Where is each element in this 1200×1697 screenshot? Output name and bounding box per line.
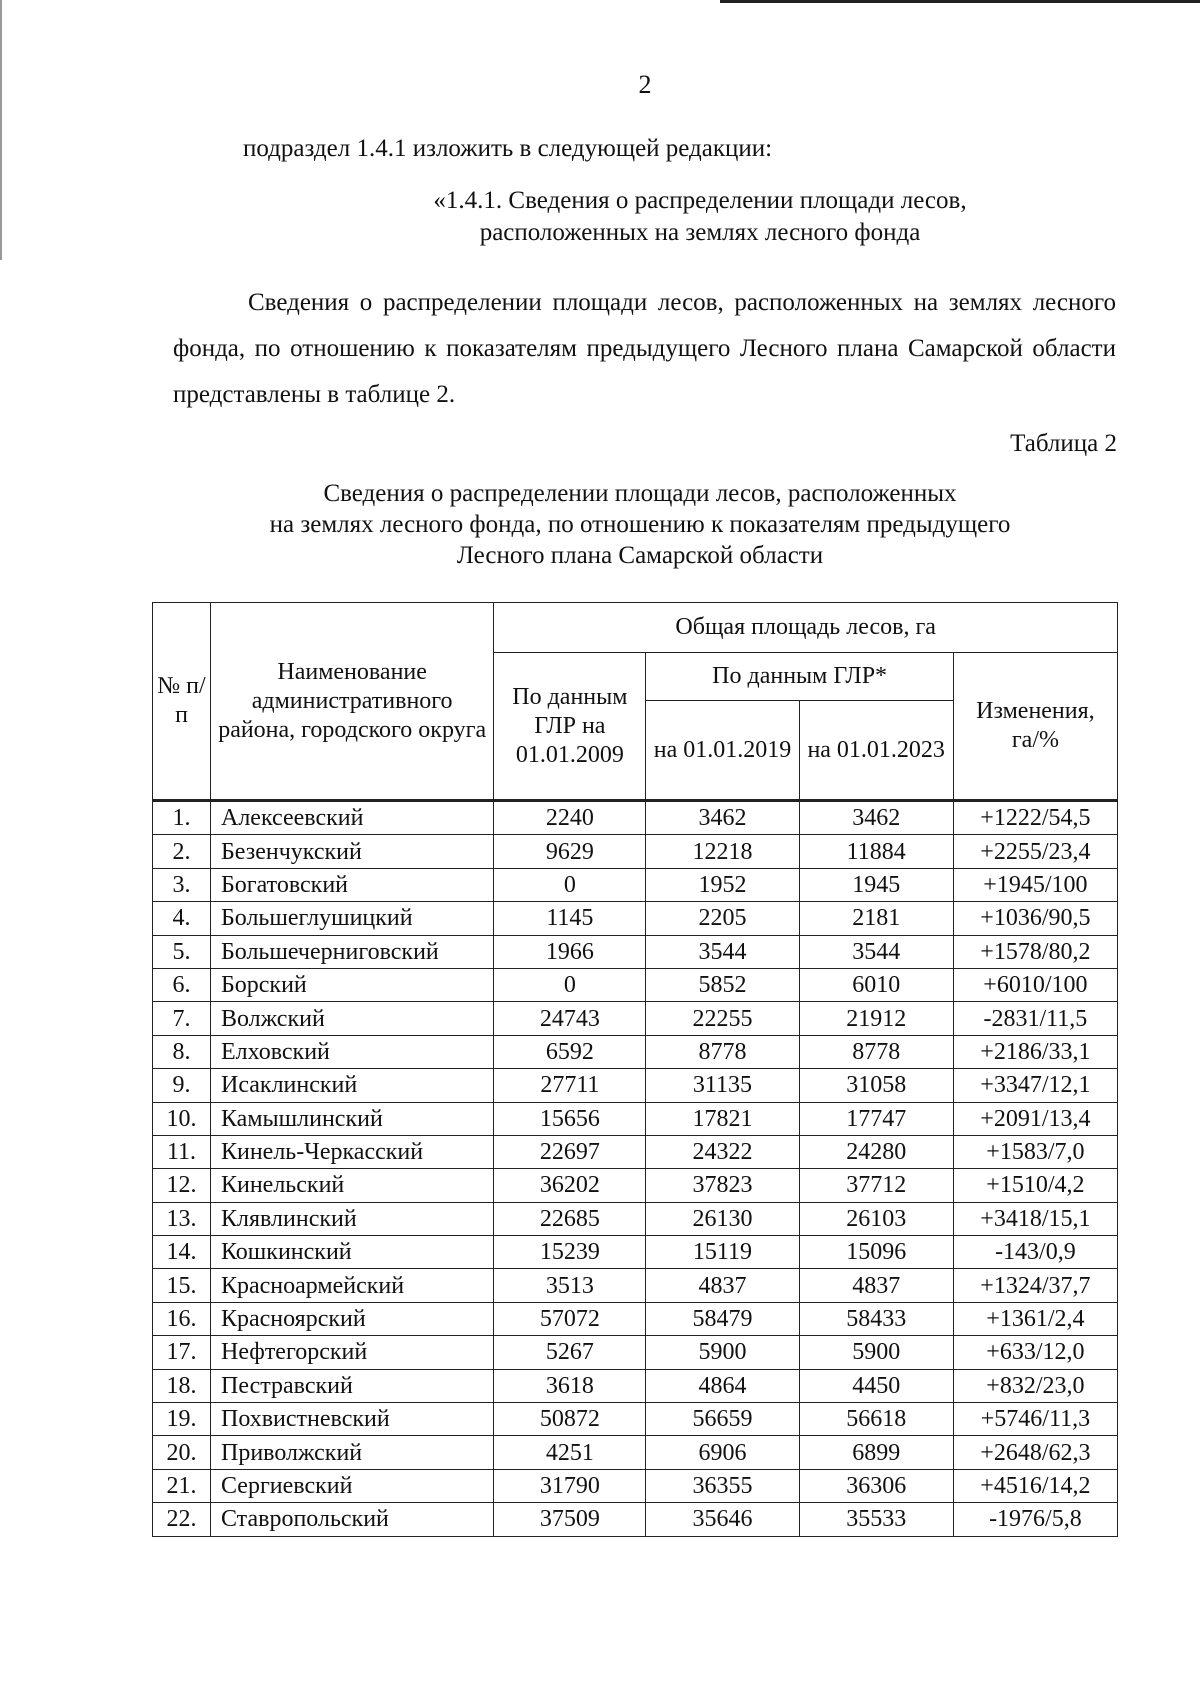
cell-change: +1945/100 — [953, 868, 1117, 901]
table-row — [153, 935, 1118, 968]
cell-area-2019: 5852 — [646, 968, 799, 1001]
cell-area-2019: 5900 — [646, 1336, 799, 1369]
cell-num: 5. — [153, 935, 211, 968]
table-row — [153, 1302, 1118, 1335]
intro-line: подраздел 1.4.1 изложить в следующей редакции: — [243, 135, 773, 162]
table-row — [153, 1403, 1118, 1436]
table-row — [153, 1035, 1118, 1068]
cell-change: -1976/5,8 — [953, 1503, 1117, 1536]
cell-area-2019: 24322 — [646, 1135, 799, 1168]
cell-area-2019: 1952 — [646, 868, 799, 901]
cell-area-2023: 6010 — [799, 968, 953, 1001]
cell-num: 17. — [153, 1336, 211, 1369]
cell-change: +832/23,0 — [953, 1369, 1117, 1402]
cell-change: +1036/90,5 — [953, 902, 1117, 935]
cell-change: +2091/13,4 — [953, 1102, 1117, 1135]
table-header — [153, 603, 1118, 801]
cell-num: 9. — [153, 1069, 211, 1102]
cell-area-2009: 50872 — [494, 1403, 646, 1436]
cell-area-2023: 8778 — [799, 1035, 953, 1068]
cell-area-2023: 5900 — [799, 1336, 953, 1369]
cell-num: 21. — [153, 1469, 211, 1502]
cell-district-name: Нефтегорский — [210, 1336, 493, 1369]
cell-area-2009: 22685 — [494, 1202, 646, 1235]
cell-area-2023: 37712 — [799, 1169, 953, 1202]
table-row — [153, 1236, 1118, 1269]
cell-num: 18. — [153, 1369, 211, 1402]
cell-change: +1361/2,4 — [953, 1302, 1117, 1335]
table-row — [153, 835, 1118, 868]
cell-num: 12. — [153, 1169, 211, 1202]
header-glr-2009: По данным ГЛР на 01.01.2009 — [494, 653, 646, 801]
cell-change: -143/0,9 — [953, 1236, 1117, 1269]
cell-area-2009: 0 — [494, 968, 646, 1001]
cell-area-2009: 5267 — [494, 1336, 646, 1369]
cell-area-2019: 36355 — [646, 1469, 799, 1502]
header-district-name: Наименование административного района, городского округа — [210, 603, 493, 801]
cell-change: +6010/100 — [953, 968, 1117, 1001]
cell-area-2009: 27711 — [494, 1069, 646, 1102]
cell-area-2009: 3618 — [494, 1369, 646, 1402]
table-caption — [150, 478, 1130, 571]
table-body — [153, 801, 1118, 1537]
cell-num: 19. — [153, 1403, 211, 1436]
table-row — [153, 1503, 1118, 1536]
cell-area-2023: 36306 — [799, 1469, 953, 1502]
cell-area-2023: 3462 — [799, 801, 953, 835]
cell-area-2009: 1145 — [494, 902, 646, 935]
table-row — [153, 1469, 1118, 1502]
cell-district-name: Волжский — [210, 1002, 493, 1035]
cell-area-2019: 12218 — [646, 835, 799, 868]
cell-area-2023: 4450 — [799, 1369, 953, 1402]
cell-area-2009: 24743 — [494, 1002, 646, 1035]
cell-change: +2186/33,1 — [953, 1035, 1117, 1068]
cell-num: 3. — [153, 868, 211, 901]
cell-district-name: Кинельский — [210, 1169, 493, 1202]
cell-district-name: Красноярский — [210, 1302, 493, 1335]
table-row — [153, 868, 1118, 901]
cell-area-2019: 3462 — [646, 801, 799, 835]
cell-area-2009: 31790 — [494, 1469, 646, 1502]
cell-area-2023: 2181 — [799, 902, 953, 935]
cell-change: +1222/54,5 — [953, 801, 1117, 835]
table-row — [153, 1169, 1118, 1202]
table-row — [153, 1069, 1118, 1102]
cell-area-2023: 24280 — [799, 1135, 953, 1168]
cell-area-2019: 35646 — [646, 1503, 799, 1536]
section-heading — [300, 185, 1100, 249]
table-row — [153, 1436, 1118, 1469]
cell-district-name: Алексеевский — [210, 801, 493, 835]
header-total-area: Общая площадь лесов, га — [494, 603, 1118, 653]
cell-num: 16. — [153, 1302, 211, 1335]
cell-change: -2831/11,5 — [953, 1002, 1117, 1035]
cell-area-2023: 6899 — [799, 1436, 953, 1469]
cell-change: +2648/62,3 — [953, 1436, 1117, 1469]
cell-change: +633/12,0 — [953, 1336, 1117, 1369]
cell-area-2019: 8778 — [646, 1035, 799, 1068]
table-row — [153, 1369, 1118, 1402]
table-row — [153, 801, 1118, 835]
table-row — [153, 1336, 1118, 1369]
cell-change: +1324/37,7 — [953, 1269, 1117, 1302]
header-on-2023: на 01.01.2023 — [799, 701, 953, 801]
cell-area-2009: 15239 — [494, 1236, 646, 1269]
cell-num: 13. — [153, 1202, 211, 1235]
cell-num: 22. — [153, 1503, 211, 1536]
table-caption-line3: Лесного плана Самарской области — [456, 542, 824, 569]
table-row — [153, 1269, 1118, 1302]
cell-area-2019: 17821 — [646, 1102, 799, 1135]
cell-district-name: Исаклинский — [210, 1069, 493, 1102]
cell-district-name: Красноармейский — [210, 1269, 493, 1302]
cell-district-name: Большечерниговский — [210, 935, 493, 968]
cell-num: 8. — [153, 1035, 211, 1068]
header-glr-group: По данным ГЛР* — [646, 653, 953, 701]
table-label: Таблица 2 — [1010, 430, 1117, 457]
cell-area-2019: 4864 — [646, 1369, 799, 1402]
cell-change: +2255/23,4 — [953, 835, 1117, 868]
cell-district-name: Приволжский — [210, 1436, 493, 1469]
cell-area-2009: 37509 — [494, 1503, 646, 1536]
page-number: 2 — [638, 70, 652, 99]
cell-num: 7. — [153, 1002, 211, 1035]
cell-area-2019: 37823 — [646, 1169, 799, 1202]
table-row — [153, 1002, 1118, 1035]
cell-district-name: Сергиевский — [210, 1469, 493, 1502]
cell-area-2023: 26103 — [799, 1202, 953, 1235]
cell-area-2019: 2205 — [646, 902, 799, 935]
table-row — [153, 1102, 1118, 1135]
cell-area-2019: 58479 — [646, 1302, 799, 1335]
cell-area-2019: 15119 — [646, 1236, 799, 1269]
cell-num: 10. — [153, 1102, 211, 1135]
cell-area-2019: 6906 — [646, 1436, 799, 1469]
cell-change: +4516/14,2 — [953, 1469, 1117, 1502]
cell-area-2009: 15656 — [494, 1102, 646, 1135]
cell-change: +3347/12,1 — [953, 1069, 1117, 1102]
cell-area-2023: 17747 — [799, 1102, 953, 1135]
table-caption-line2: на землях лесного фонда, по отношению к показателям предыдущего — [269, 511, 1011, 538]
cell-num: 15. — [153, 1269, 211, 1302]
cell-area-2009: 0 — [494, 868, 646, 901]
cell-district-name: Елховский — [210, 1035, 493, 1068]
cell-district-name: Кошкинский — [210, 1236, 493, 1269]
cell-district-name: Пестравский — [210, 1369, 493, 1402]
cell-change: +1510/4,2 — [953, 1169, 1117, 1202]
cell-area-2019: 22255 — [646, 1002, 799, 1035]
cell-area-2023: 58433 — [799, 1302, 953, 1335]
cell-area-2023: 1945 — [799, 868, 953, 901]
cell-district-name: Борский — [210, 968, 493, 1001]
cell-change: +5746/11,3 — [953, 1403, 1117, 1436]
cell-area-2023: 31058 — [799, 1069, 953, 1102]
body-paragraph: Сведения о распределении площади лесов, расположенных на землях лесного фонда, по отношению к показателям предыдущего Лесного плана Самарской области представлены в таблице 2. — [173, 289, 1116, 408]
cell-change: +3418/15,1 — [953, 1202, 1117, 1235]
cell-area-2009: 6592 — [494, 1035, 646, 1068]
header-on-2019: на 01.01.2019 — [646, 701, 799, 801]
cell-area-2009: 1966 — [494, 935, 646, 968]
cell-area-2019: 3544 — [646, 935, 799, 968]
table-caption-line1: Сведения о распределении площади лесов, расположенных — [323, 480, 957, 507]
cell-area-2009: 57072 — [494, 1302, 646, 1335]
cell-area-2019: 31135 — [646, 1069, 799, 1102]
forest-area-table — [152, 602, 1118, 1537]
cell-num: 6. — [153, 968, 211, 1001]
cell-num: 1. — [153, 801, 211, 835]
cell-area-2019: 56659 — [646, 1403, 799, 1436]
table-row — [153, 1135, 1118, 1168]
cell-area-2023: 15096 — [799, 1236, 953, 1269]
cell-area-2023: 56618 — [799, 1403, 953, 1436]
cell-change: +1583/7,0 — [953, 1135, 1117, 1168]
cell-area-2019: 26130 — [646, 1202, 799, 1235]
cell-num: 14. — [153, 1236, 211, 1269]
left-margin-line — [0, 0, 2, 260]
cell-num: 2. — [153, 835, 211, 868]
cell-num: 4. — [153, 902, 211, 935]
cell-district-name: Безенчукский — [210, 835, 493, 868]
table-row — [153, 1202, 1118, 1235]
cell-area-2023: 4837 — [799, 1269, 953, 1302]
cell-area-2023: 11884 — [799, 835, 953, 868]
cell-district-name: Клявлинский — [210, 1202, 493, 1235]
cell-area-2019: 4837 — [646, 1269, 799, 1302]
cell-district-name: Богатовский — [210, 868, 493, 901]
cell-district-name: Камышлинский — [210, 1102, 493, 1135]
cell-area-2009: 36202 — [494, 1169, 646, 1202]
cell-area-2023: 21912 — [799, 1002, 953, 1035]
cell-district-name: Похвистневский — [210, 1403, 493, 1436]
cell-district-name: Большеглушицкий — [210, 902, 493, 935]
cell-area-2009: 2240 — [494, 801, 646, 835]
cell-district-name: Ставропольский — [210, 1503, 493, 1536]
header-changes: Изменения, га/% — [953, 653, 1117, 801]
cell-num: 11. — [153, 1135, 211, 1168]
top-rule — [720, 0, 1200, 3]
cell-district-name: Кинель-Черкасский — [210, 1135, 493, 1168]
cell-change: +1578/80,2 — [953, 935, 1117, 968]
cell-area-2009: 3513 — [494, 1269, 646, 1302]
cell-num: 20. — [153, 1436, 211, 1469]
cell-area-2023: 3544 — [799, 935, 953, 968]
cell-area-2009: 4251 — [494, 1436, 646, 1469]
cell-area-2009: 22697 — [494, 1135, 646, 1168]
table-row — [153, 968, 1118, 1001]
section-heading-line1: «1.4.1. Сведения о распределении площади лесов, — [433, 187, 967, 214]
cell-area-2009: 9629 — [494, 835, 646, 868]
table-row — [153, 902, 1118, 935]
header-num: № п/п — [153, 603, 211, 801]
cell-area-2023: 35533 — [799, 1503, 953, 1536]
section-heading-line2: расположенных на землях лесного фонда — [479, 219, 921, 246]
